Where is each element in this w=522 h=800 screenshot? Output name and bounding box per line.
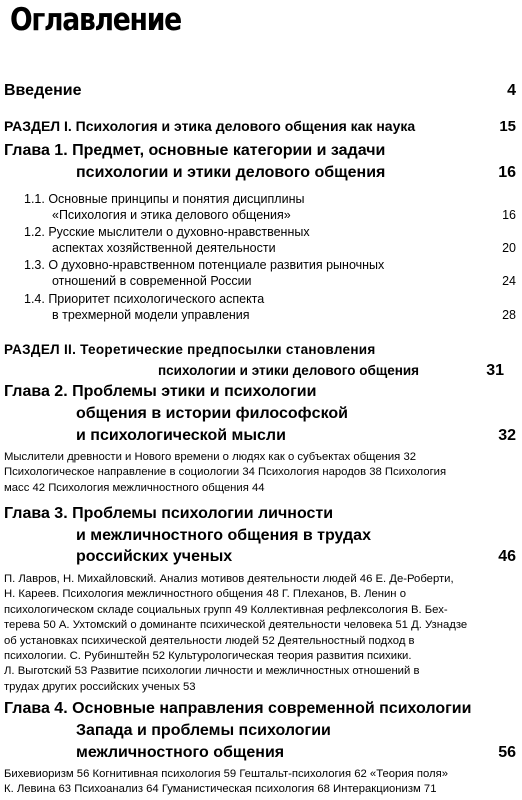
toc-subsection-1-2-title[interactable]: 1.2. Русские мыслители о духовно-нравственных <box>24 225 310 239</box>
topic-line: трудах других российских ученых 53 <box>4 680 196 693</box>
toc-chapter-2[interactable] <box>76 427 516 445</box>
page-title: Оглавление <box>10 2 181 38</box>
toc-chapter-label: и психологической мысли <box>76 427 286 444</box>
toc-page-number: 15 <box>499 118 516 135</box>
toc-page-number: 28 <box>502 308 516 322</box>
toc-subsection-1-3[interactable] <box>52 274 516 288</box>
toc-chapter-3[interactable] <box>76 548 516 566</box>
toc-page-number: 46 <box>498 548 516 565</box>
topic-line: масс 42 Психология межличностного общения 44 <box>4 481 265 494</box>
toc-section-2[interactable] <box>158 362 516 380</box>
toc-subsection-1-4[interactable] <box>52 308 516 322</box>
toc-chapter-4-title[interactable]: Глава 4. Основные направления современной психологии <box>4 700 472 717</box>
toc-chapter-label: российских ученых <box>76 548 233 565</box>
toc-subsection-1-1[interactable] <box>52 208 516 222</box>
toc-page-number: 16 <box>498 164 516 181</box>
toc-subsection-1-3-title[interactable]: 1.3. О духовно-нравственном потенциале развития рыночных <box>24 258 385 272</box>
topic-line: Бихевиоризм 56 Когнитивная психология 59 Гештальт-психология 62 «Теория поля» <box>4 768 449 780</box>
toc-page-number: 16 <box>502 208 516 222</box>
toc-chapter-3-title[interactable]: Глава 3. Проблемы психологии личности <box>4 505 334 522</box>
toc-subsection-label: в трехмерной модели управления <box>52 308 250 322</box>
toc-section-1[interactable] <box>4 118 516 135</box>
toc-subsection-1-1-title[interactable]: 1.1. Основные принципы и понятия дисциплины <box>24 192 305 206</box>
topic-line: психологическом складе социальных групп 49 Коллективная рефлексология В. Бех- <box>4 603 448 616</box>
toc-section-label: психологии и этики делового общения <box>158 363 420 378</box>
toc-chapter-4[interactable] <box>76 744 516 762</box>
toc-chapter-1-title[interactable]: Глава 1. Предмет, основные категории и задачи <box>4 142 386 159</box>
toc-subsection-label: отношений в современной России <box>52 274 252 288</box>
toc-chapter-3-topics <box>4 572 516 695</box>
topic-line: Психологическое направление в социологии 34 Психология народов 38 Психология <box>4 466 447 479</box>
toc-chapter-2-line2: общения в истории философской <box>76 405 348 422</box>
toc-page-number: 24 <box>502 274 516 288</box>
toc-section-2-title[interactable]: РАЗДЕЛ II. Теоретические предпосылки становления <box>4 342 376 357</box>
toc-chapter-2-topics <box>4 450 516 496</box>
topic-line: психологии. С. Рубинштейн 52 Культурологическая теория развития психики. <box>4 650 412 663</box>
toc-entry-label: Введение <box>4 82 82 99</box>
topic-line: об установках психической деятельности людей 52 Деятельностный подход в <box>4 634 415 647</box>
toc-page-number: 4 <box>507 82 516 99</box>
toc-chapter-label: межличностного общения <box>76 744 285 761</box>
toc-page-number: 32 <box>498 427 516 444</box>
toc-page-number: 56 <box>498 744 516 761</box>
toc-section-label: РАЗДЕЛ I. Психология и этика делового общения как наука <box>4 118 416 134</box>
topic-line: Н. Кареев. Психология межличностного общения 48 Г. Плеханов, В. Ленин о <box>4 588 406 601</box>
toc-subsection-label: аспектах хозяйственной деятельности <box>52 241 276 255</box>
toc-subsection-1-4-title[interactable]: 1.4. Приоритет психологического аспекта <box>24 292 265 306</box>
topic-line: П. Лавров, Н. Михайловский. Анализ мотивов деятельности людей 46 Е. Де-Роберти, <box>4 573 454 585</box>
toc-chapter-label: психологии и этики делового общения <box>76 164 386 181</box>
toc-entry-intro[interactable] <box>4 82 516 100</box>
toc-subsection-1-2[interactable] <box>52 241 516 255</box>
topic-line: Л. Выготский 53 Развитие психологии личности и межличностных отношений в <box>4 665 420 678</box>
toc-page-number: 31 <box>486 362 504 379</box>
toc-chapter-2-title[interactable]: Глава 2. Проблемы этики и психологии <box>4 383 317 400</box>
toc-chapter-4-line2: Запада и проблемы психологии <box>76 722 331 739</box>
toc-chapter-4-topics <box>4 767 516 798</box>
topic-line: К. Левина 63 Психоанализ 64 Гуманистическая психология 68 Интеракционизм 71 <box>4 783 437 796</box>
topic-line: терева 50 А. Ухтомский о доминанте психической деятельности человека 51 Д. Узнадзе <box>4 619 468 632</box>
topic-line: Мыслители древности и Нового времени о людях как о субъектах общения 32 <box>4 451 417 463</box>
toc-subsection-label: «Психология и этика делового общения» <box>52 208 291 222</box>
toc-chapter-1[interactable] <box>76 164 516 182</box>
toc-chapter-3-line2: и межличностного общения в трудах <box>76 527 371 544</box>
toc-page-number: 20 <box>502 241 516 255</box>
